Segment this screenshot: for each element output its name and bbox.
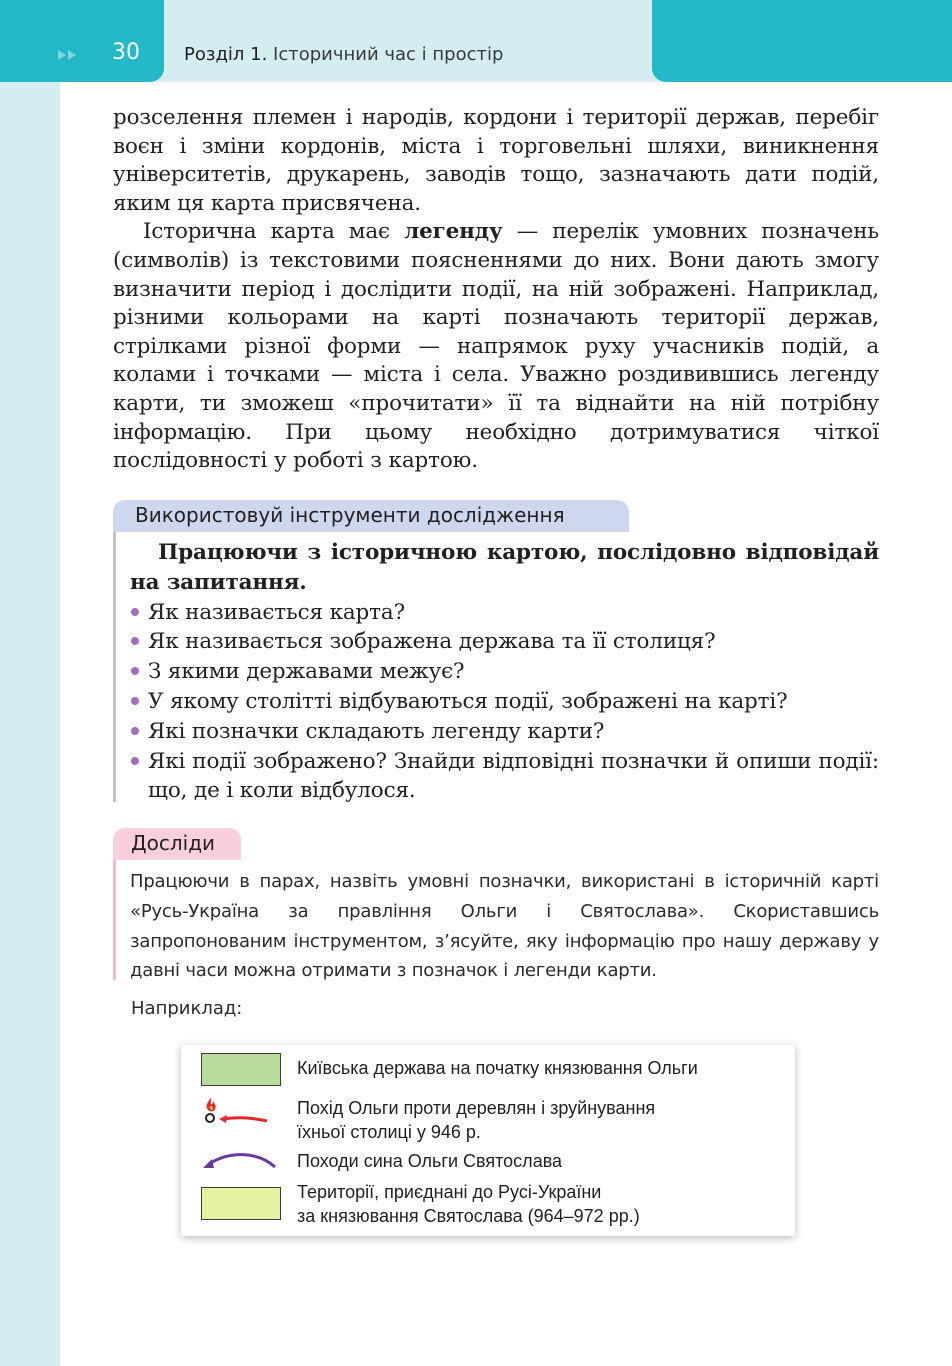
list-item xyxy=(130,717,879,747)
paragraph-1: розселення племен і народів, кордони і території держав, перебіг воєн і зміни кордонів, міста і торговельні шляхи, виникнення університетів, друкарень, заводів тощо, зазначають дати подій, яким ця карта присвячена. xyxy=(113,105,879,216)
list-item xyxy=(130,627,879,657)
kyiv-state-swatch xyxy=(201,1053,281,1086)
tools-title: Використовуй інструменти дослідження xyxy=(135,503,565,527)
double-chevron-right-icon xyxy=(56,40,86,70)
research-header xyxy=(113,828,241,860)
bullet-icon xyxy=(131,637,139,645)
research-side-rule xyxy=(113,860,116,980)
paragraph-2-start: Історична карта має xyxy=(143,219,405,245)
tools-header xyxy=(113,500,629,532)
research-box xyxy=(113,828,879,980)
list-item xyxy=(130,687,879,717)
tools-question-list xyxy=(130,598,879,807)
tools-side-rule xyxy=(113,532,116,802)
bullet-icon xyxy=(131,667,139,675)
section-name: Історичний час і простір xyxy=(273,44,504,65)
legend-row-olga-line2: їхньої столиці у 946 р. xyxy=(297,1122,481,1142)
paragraph-2-rest: — перелік умовних позначень (символів) із текстовими поясненнями до них. Вони дають змогу визначити період і дослідити події, на ній зображені. Наприклад, різними кольорами на карті позначають території держав, стрілками різної форми — напрямок руху учасників подій, а колами і точками — міста і села. Уважно роздивившись легенду карти, ти зможеш «прочитати» її та віднайти на ній потрібну інформацію. При цьому необхідно дотримуватися чіткої послідовності у роботі з картою. xyxy=(113,219,879,474)
annexed-territory-swatch xyxy=(201,1187,281,1220)
list-item xyxy=(130,598,879,628)
list-item xyxy=(130,747,879,807)
section-title xyxy=(184,44,503,65)
page-side-strip xyxy=(0,0,60,1366)
research-title: Досліди xyxy=(131,831,216,855)
list-item xyxy=(130,657,879,687)
question-text: Як називається зображена держава та її столиця? xyxy=(148,629,716,655)
keyword-legend: легенду xyxy=(404,219,503,245)
legend-row-kyiv-state: Київська держава на початку князювання Ольги xyxy=(297,1058,698,1078)
tools-content xyxy=(130,538,879,806)
bullet-icon xyxy=(131,757,139,765)
bullet-icon xyxy=(131,697,139,705)
question-text: Як називається карта? xyxy=(148,599,405,625)
legend-row-olga-line1: Похід Ольги проти деревлян і зруйнування xyxy=(297,1098,656,1118)
legend-row-annexed-line2: за князювання Святослава (964–972 рр.) xyxy=(297,1206,640,1226)
legend-row-annexed-line1: Території, приєднані до Русі-України xyxy=(297,1182,602,1202)
question-text: Які події зображено? Знайди відповідні позначки й опиши події: що, де і коли відбулося. xyxy=(148,748,879,804)
legend-row-svyatoslav: Походи сина Ольги Святослава xyxy=(297,1151,563,1171)
question-text: У якому столітті відбуваються події, зображені на карті? xyxy=(148,688,788,714)
question-text: З якими державами межує? xyxy=(148,659,465,685)
section-number: Розділ 1. xyxy=(184,44,268,65)
map-legend xyxy=(181,1045,795,1236)
page-number: 30 xyxy=(112,40,140,65)
bullet-icon xyxy=(131,727,139,735)
main-text xyxy=(113,104,879,476)
paragraph-2 xyxy=(113,218,879,475)
header-right-tab xyxy=(652,0,952,82)
question-text: Які позначки складають легенду карти? xyxy=(148,718,605,744)
tools-intro: Працюючи з історичною картою, послідовно відповідай на запитання. xyxy=(130,540,879,595)
research-text: Працюючи в парах, назвіть умовні позначки, використані в історичній карті «Русь-Україна за правління Ольги і Святослава». Скориставшись запропонованим інструментом, з’ясуйте, яку інформацію про нашу державу у давні часи можна отримати з позначок і легенди карти. xyxy=(130,871,879,982)
bullet-icon xyxy=(131,608,139,616)
example-label: Наприклад: xyxy=(131,998,243,1019)
olga-campaign-icon xyxy=(199,1095,271,1129)
research-tools-box xyxy=(113,500,879,802)
svyatoslav-campaign-icon xyxy=(199,1149,277,1171)
